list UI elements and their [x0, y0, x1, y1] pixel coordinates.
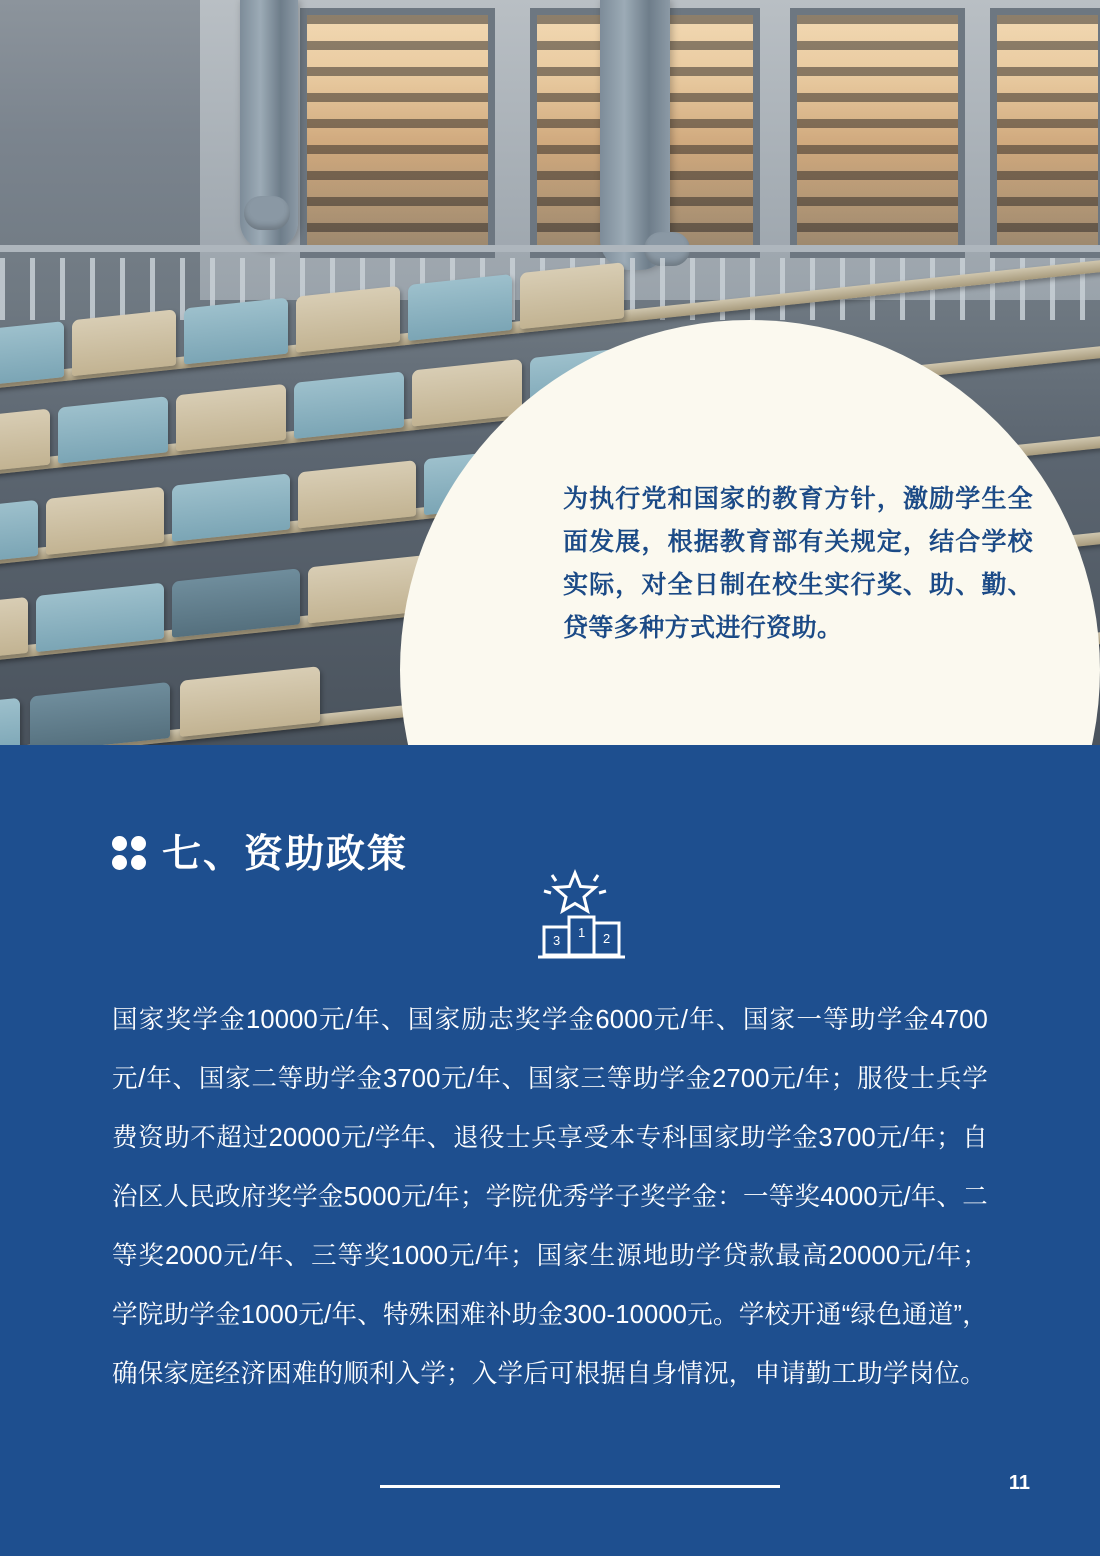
window-pane [300, 8, 495, 258]
footer-divider [380, 1485, 780, 1488]
policy-paragraph: 国家奖学金10000元/年、国家励志奖学金6000元/年、国家一等助学金4700元/年、国家二等助学金3700元/年、国家三等助学金2700元/年；服役士兵学费资助不超过20000元/学年、退役士兵享受本专科国家助学金3700元/年；自治区人民政府奖学金5000元/年；学院优秀学子奖学金：一等奖4000元/年、二等奖2000元/年、三等奖1000元/年；国家生源地助学贷款最高20000元/年；学院助学金1000元/年、特殊困难补助金300-10000元。学校开通“绿色通道”，确保家庭经济困难的顺利入学；入学后可根据自身情况，申请勤工助学岗位。 [112, 1006, 988, 1388]
seat [412, 359, 522, 427]
hero-photo [0, 0, 1100, 745]
curtain-knot [244, 196, 290, 230]
intro-paragraph: 为执行党和国家的教育方针，激励学生全面发展，根据教育部有关规定，结合学校实际，对全日制在校生实行奖、助、勤、贷等多种方式进行资助。 [563, 485, 1033, 642]
section-heading [112, 823, 408, 879]
page-number: 11 [1008, 1472, 1030, 1494]
seat [72, 309, 176, 376]
seat [294, 371, 404, 439]
content-section [0, 745, 1100, 1556]
podium-star-icon [520, 865, 630, 975]
seat [184, 298, 288, 365]
four-dots-icon [112, 836, 146, 870]
section-title: 七、资助政策 [162, 833, 409, 876]
seat [30, 682, 170, 745]
curtain [600, 0, 670, 270]
svg-text:1: 1 [578, 925, 586, 940]
seat [176, 384, 286, 452]
seat [58, 396, 168, 464]
window-pane [790, 8, 965, 258]
svg-text:2: 2 [603, 931, 611, 946]
seat [520, 262, 624, 329]
seat [296, 286, 400, 353]
seat [408, 274, 512, 341]
svg-text:3: 3 [553, 933, 561, 948]
seat [0, 321, 64, 388]
seat [0, 698, 20, 745]
